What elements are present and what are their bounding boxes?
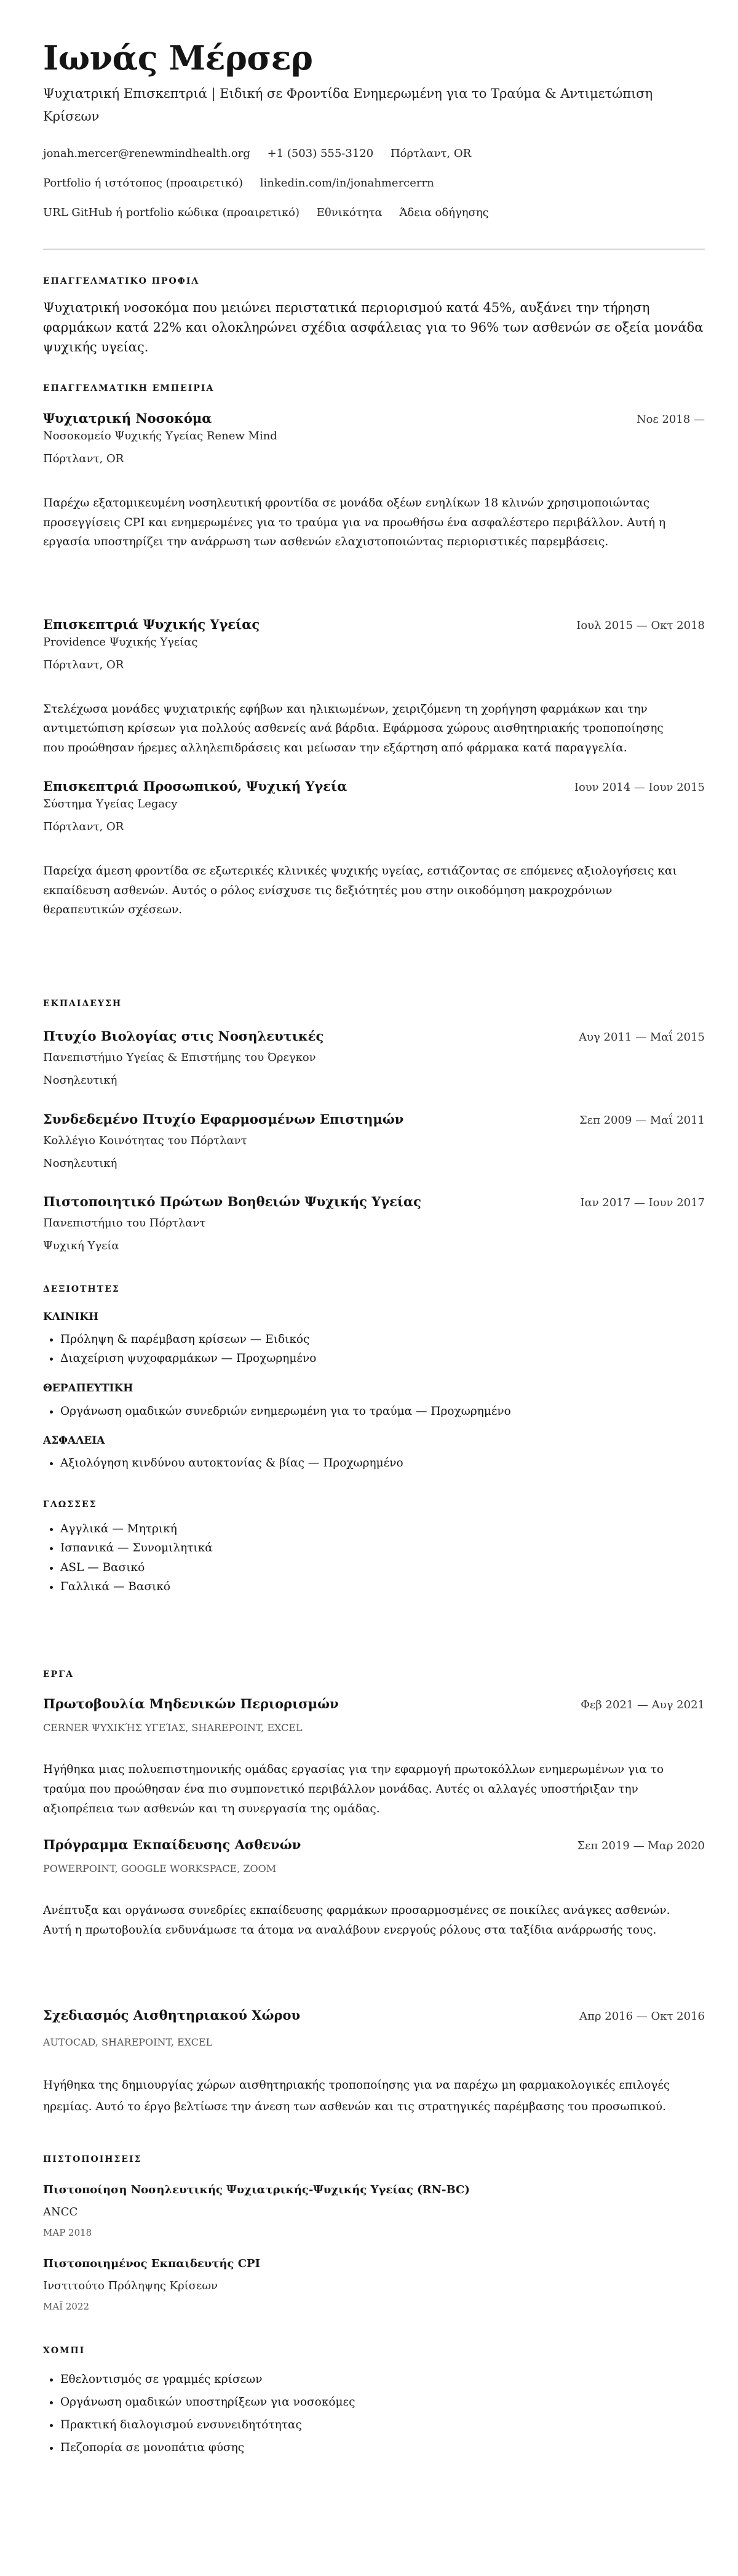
experience-entry [43, 616, 705, 758]
field-of-study: Νοσηλευτική [43, 1156, 117, 1170]
nationality: Εθνικότητα [316, 206, 383, 219]
employer: Νοσοκομείο Ψυχικής Υγείας Renew Mind [43, 430, 277, 442]
project-description: Ανέπτυξα και οργάνωσα συνεδρίες εκπαίδευσης φαρμάκων προσαρμοσμένες σε ποικίλες ανάγκες ασθενών. Αυτή η πρωτοβουλία ενδυνάμωσε τα άτομα να αναλάβουν ενεργούς ρόλους στα ταξίδια ανάρρωσής τους. [43, 1903, 670, 1937]
job-description: Στελέχωσα μονάδες ψυχιατρικής εφήβων και ηλικιωμένων, χειριζόμενη τη χορήγηση φαρμάκων και την αντιμετώπιση κρίσεων για πολλούς ασθενείς ανά βάρδια. Εφάρμοσα χώρους αισθητηριακής τροποποίησης που προώθησαν ήρεμες αλληλεπιδράσεις και μείωσαν την εξάρτηση από φάρμακα κατά παραγγελία. [43, 702, 664, 754]
job-location: Πόρτλαντ, OR [43, 452, 124, 465]
project-description: Ηγήθηκα μιας πολυεπιστημονικής ομάδας εργασίας για την εφαρμογή πρωτοκόλλων ενημερωμένων για το τραύμα που προώθησαν ένα πιο συμπονετικό περιβάλλον μονάδας. Αυτές οι αλλαγές υποστήριξαν την αξιοπρέπεια των ασθενών και τη συνεργασία της ομάδας. [43, 1762, 664, 1815]
job-dates: Νοε 2018 — [636, 413, 705, 426]
profile-summary: Ψυχιατρική νοσοκόμα που μειώνει περιστατικά περιορισμού κατά 45%, αυξάνει την τήρηση φαρμάκων κατά 22% και ολοκληρώνει σχέδια ασφάλειας για το 96% των ασθενών σε οξεία μονάδα ψυχικής υγείας. [43, 300, 704, 354]
job-location: Πόρτλαντ, OR [43, 820, 124, 833]
section-heading: ΕΚΠΑΙΔΕΥΣΗ [43, 998, 122, 1009]
languages-section [43, 1498, 705, 1597]
skill-group-heading: ΚΛΙΝΙΚΗ [43, 1310, 99, 1323]
linkedin-link[interactable]: linkedin.com/in/jonahmercerrn [260, 177, 434, 190]
candidate-name: Ιωνάς Μέρσερ [43, 38, 313, 78]
project-entry [43, 1836, 705, 1940]
driving-license: Άδεια οδήγησης [399, 206, 489, 219]
experience-section [43, 382, 705, 920]
skill-item: • Οργάνωση ομαδικών συνεδριών ενημερωμένη για το τραύμα — Προχωρημένο [60, 1402, 705, 1422]
projects-section [43, 1668, 705, 2118]
header-divider [43, 249, 705, 250]
employer: Σύστημα Υγείας Legacy [43, 798, 178, 810]
degree-title: Πτυχίο Βιολογίας στις Νοσηλευτικές [43, 1028, 324, 1044]
certification-entry [43, 2182, 705, 2240]
field-of-study: Νοσηλευτική [43, 1073, 117, 1087]
section-heading: ΕΡΓΑ [43, 1669, 74, 1679]
education-dates: Σεπ 2009 — Μαΐ 2011 [579, 1113, 705, 1127]
language-list [43, 1519, 705, 1597]
certification-issuer: Ινστιτούτο Πρόληψης Κρίσεων [43, 2279, 218, 2292]
contact-row [43, 139, 705, 169]
skills-section [43, 1283, 705, 1473]
employer: Providence Ψυχικής Υγείας [43, 635, 198, 649]
education-entry [43, 1193, 705, 1254]
section-heading: ΓΛΩΣΣΕΣ [43, 1499, 97, 1510]
education-entry [43, 1028, 705, 1089]
skill-list [43, 1330, 705, 1369]
degree-title: Πιστοποιητικό Πρώτων Βοηθειών Ψυχικής Υγείας [43, 1193, 421, 1209]
project-dates: Απρ 2016 — Οκτ 2016 [579, 2009, 705, 2023]
hobby-item: • Πρακτική διαλογισμού ενσυνειδητότητας [60, 2414, 705, 2436]
contact-info [43, 139, 705, 228]
job-title: Επισκεπτριά Προσωπικού, Ψυχική Υγεία [43, 778, 347, 794]
institution: Κολλέγιο Κοινότητας του Πόρτλαντ [43, 1134, 247, 1147]
skill-item: • Πρόληψη & παρέμβαση κρίσεων — Ειδικός [60, 1330, 705, 1350]
section-heading: ΕΠΑΓΓΕΛΜΑΤΙΚΟ ΠΡΟΦΙΛ [43, 276, 200, 286]
section-heading: ΔΕΞΙΟΤΗΤΕΣ [43, 1284, 120, 1294]
certification-date: ΜΑΪ 2022 [43, 2300, 90, 2312]
skill-group-heading: ΘΕΡΑΠΕΥΤΙΚΗ [43, 1382, 133, 1394]
job-dates: Ιουν 2014 — Ιουν 2015 [574, 781, 705, 794]
project-tech: AUTOCAD, SHAREPOINT, EXCEL [43, 2036, 213, 2048]
job-location: Πόρτλαντ, OR [43, 658, 124, 671]
job-title: Επισκεπτριά Ψυχικής Υγείας [43, 616, 260, 632]
certification-title: Πιστοποιημένος Εκπαιδευτής CPI [43, 2257, 261, 2270]
experience-entry [43, 410, 705, 552]
hobby-item: • Εθελοντισμός σε γραμμές κρίσεων [60, 2368, 705, 2391]
language-item: • ASL — Βασικό [60, 1558, 705, 1578]
language-item: • Ισπανικά — Συνομιλητικά [60, 1538, 705, 1558]
hobby-item: • Πεζοπορία σε μονοπάτια φύσης [60, 2436, 705, 2459]
contact-row [43, 169, 705, 198]
skill-item: • Διαχείριση ψυχοφαρμάκων — Προχωρημένο [60, 1349, 705, 1369]
education-dates: Αυγ 2011 — Μαΐ 2015 [579, 1030, 705, 1044]
resume-header [43, 38, 705, 228]
job-dates: Ιουλ 2015 — Οκτ 2018 [576, 618, 705, 632]
headline: Ψυχιατρική Επισκεπτριά | Ειδική σε Φροντίδα Ενημερωμένη για το Τραύμα & Αντιμετώπιση Κρίσεων [43, 86, 653, 124]
portfolio-link[interactable]: Portfolio ή ιστότοπος (προαιρετικό) [43, 177, 244, 190]
section-heading: ΠΙΣΤΟΠΟΙΗΣΕΙΣ [43, 2154, 142, 2164]
skill-list [43, 1402, 705, 1422]
contact-row [43, 198, 705, 228]
project-dates: Φεβ 2021 — Αυγ 2021 [581, 1698, 705, 1711]
job-description: Παρέχω εξατομικευμένη νοσηλευτική φροντίδα σε μονάδα οξέων ενηλίκων 18 κλινών χρησιμοποιώντας προσεγγίσεις CPI και ενημερωμένες για το τραύμα για να προωθήσω ένα ασφαλέστερο περιβάλλον. Αυτή η εργασία υποστηρίζει την ανάρρωση των ασθενών ελαχιστοποιώντας περιοριστικές παρεμβάσεις. [43, 497, 666, 548]
education-entry [43, 1111, 705, 1172]
education-section [43, 998, 705, 1254]
skill-item: • Αξιολόγηση κινδύνου αυτοκτονίας & βίας — Προχωρημένο [60, 1454, 705, 1473]
section-heading: ΕΠΑΓΓΕΛΜΑΤΙΚΗ ΕΜΠΕΙΡΙΑ [43, 383, 215, 393]
project-tech: CERNER ΨΥΧΙΚΉΣ ΥΓΕΊΑΣ, SHAREPOINT, EXCEL [43, 1721, 303, 1734]
education-dates: Ιαν 2017 — Ιουν 2017 [580, 1196, 705, 1209]
skill-group-heading: ΑΣΦΑΛΕΙΑ [43, 1434, 105, 1447]
certification-issuer: ANCC [43, 2205, 78, 2218]
certification-entry [43, 2256, 705, 2314]
language-item: • Γαλλικά — Βασικό [60, 1577, 705, 1597]
email-link[interactable]: jonah.mercer@renewmindhealth.org [43, 147, 250, 160]
project-description: Ηγήθηκα της δημιουργίας χώρων αισθητηριακής τροποποίησης για να παρέχω μη φαρμακολογικές επιλογές ηρεμίας. Αυτό το έργο βελτίωσε την άνεση των ασθενών και τις στρατηγικές παρέμβασης του προσωπικού. [43, 2078, 670, 2113]
certification-date: ΜΑΡ 2018 [43, 2226, 92, 2238]
skill-list [43, 1454, 705, 1473]
project-entry [43, 1695, 705, 1819]
hobby-item: • Οργάνωση ομαδικών υποστηρίξεων για νοσοκόμες [60, 2391, 705, 2414]
profile-section [43, 275, 705, 357]
job-description: Παρείχα άμεση φροντίδα σε εξωτερικές κλινικές ψυχικής υγείας, εστιάζοντας σε επόμενες αξιολογήσεις και εκπαίδευση ασθενών. Αυτός ο ρόλος ενίσχυσε τις δεξιότητές μου στην οικοδόμηση μακροχρόνιων θεραπευτικών σχέσεων. [43, 865, 677, 916]
project-title: Πρόγραμμα Εκπαίδευσης Ασθενών [43, 1836, 301, 1852]
project-tech: POWERPOINT, GOOGLE WORKSPACE, ZOOM [43, 1862, 277, 1874]
project-entry [43, 2007, 705, 2118]
hobbies-section [43, 2345, 705, 2459]
hobby-list [43, 2368, 705, 2459]
phone-number[interactable]: +1 (503) 555-3120 [267, 147, 374, 160]
experience-entry [43, 778, 705, 920]
institution: Πανεπιστήμιο Υγείας & Επιστήμης του Όρεγκον [43, 1050, 316, 1064]
job-title: Ψυχιατρική Νοσοκόμα [43, 410, 212, 426]
project-title: Πρωτοβουλία Μηδενικών Περιορισμών [43, 1695, 339, 1711]
github-link[interactable]: URL GitHub ή portfolio κώδικα (προαιρετικό) [43, 206, 300, 219]
degree-title: Συνδεδεμένο Πτυχίο Εφαρμοσμένων Επιστημών [43, 1111, 404, 1127]
certifications-section [43, 2153, 705, 2314]
project-dates: Σεπ 2019 — Μαρ 2020 [577, 1839, 705, 1852]
field-of-study: Ψυχική Υγεία [43, 1239, 119, 1252]
project-title: Σχεδιασμός Αισθητηριακού Χώρου [43, 2007, 301, 2023]
certification-title: Πιστοποίηση Νοσηλευτικής Ψυχιατρικής-Ψυχικής Υγείας (RN-BC) [43, 2183, 470, 2196]
institution: Πανεπιστήμιο του Πόρτλαντ [43, 1216, 206, 1230]
location: Πόρτλαντ, OR [390, 147, 472, 160]
language-item: • Αγγλικά — Μητρική [60, 1519, 705, 1539]
section-heading: ΧΟΜΠΙ [43, 2345, 85, 2356]
